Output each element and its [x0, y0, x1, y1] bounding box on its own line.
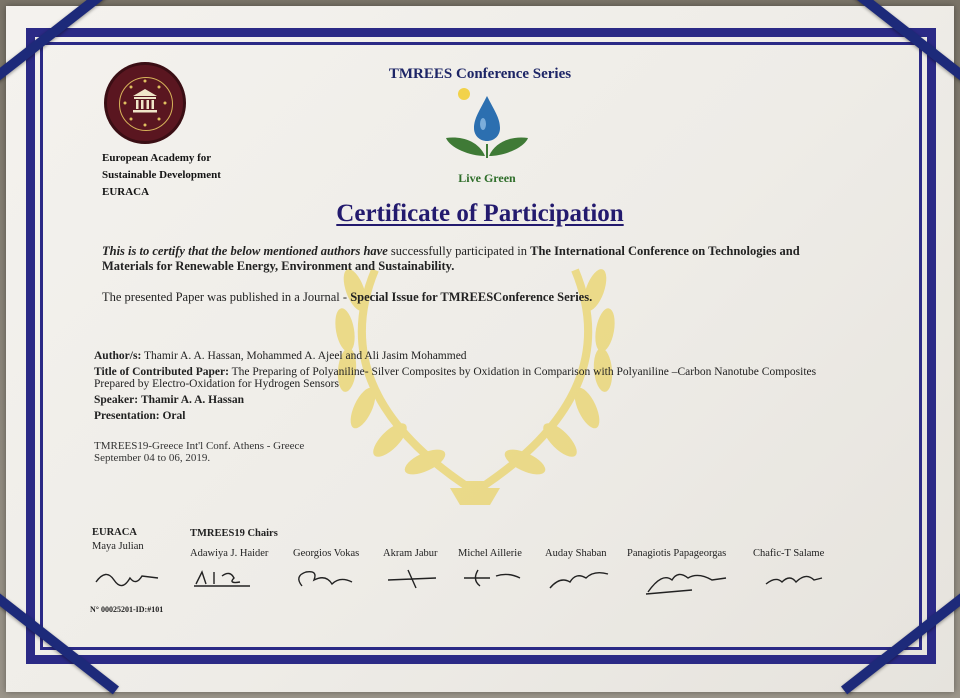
chair-name: Georgios Vokas	[293, 548, 360, 559]
euraca-name-block	[102, 150, 221, 201]
signature-georgios-vokas	[292, 566, 362, 592]
publication-prefix: The presented Paper was published in a Journal -	[102, 290, 351, 304]
certify-rest: successfully participated in	[387, 244, 531, 258]
live-green-logo-icon	[440, 86, 534, 172]
chairs-heading: TMREES19 Chairs	[190, 528, 278, 539]
presentation-row	[94, 410, 824, 422]
signature-adawiya-haider	[190, 566, 260, 590]
authors-value: Thamir A. A. Hassan, Mohammed A. Ajeel and Ali Jasim Mohammed	[143, 350, 467, 362]
signature-auday-shaban	[546, 566, 616, 592]
chair-name: Michel Aillerie	[458, 548, 522, 559]
presentation-value: Oral	[162, 410, 186, 422]
chair-name: Chafic-T Salame	[753, 548, 825, 559]
euraca-signatory	[92, 527, 144, 552]
presentation-label: Presentation:	[94, 410, 160, 422]
signature-panagiotis-papageorgas	[642, 566, 732, 596]
certificate-title: Certificate of Participation	[336, 200, 624, 227]
euraca-signatory-name: Maya Julian	[92, 541, 144, 552]
chair-name: Akram Jabur	[383, 548, 438, 559]
certificate-serial-number: N° 00025201-ID:#101	[90, 605, 164, 614]
building-icon	[107, 65, 183, 141]
speaker-label: Speaker:	[94, 394, 139, 406]
chair-name: Adawiya J. Haider	[190, 548, 269, 559]
publication-issue: Special Issue for TMREESConference Series.	[350, 290, 593, 304]
euraca-seal-logo	[104, 62, 186, 144]
live-green-caption: Live Green	[458, 171, 516, 185]
chair-name: Auday Shaban	[545, 548, 607, 559]
authors-row	[94, 350, 824, 362]
paper-title-row	[94, 366, 824, 390]
euraca-line-2: Sustainable Development	[102, 169, 221, 181]
venue-line-1: TMREES19-Greece Int'l Conf. Athens - Greece	[94, 440, 305, 452]
signature-michel-aillerie	[460, 566, 530, 590]
certification-statement	[102, 244, 802, 274]
euraca-line-1: European Academy for	[102, 152, 212, 164]
signature-akram-jabur	[382, 566, 442, 590]
authors-label: Author/s:	[94, 350, 142, 362]
paper-title-label: Title of Contributed Paper:	[94, 366, 229, 378]
certify-intro: This is to certify that the below mentioned authors have	[102, 244, 388, 258]
publication-statement	[102, 290, 592, 305]
paper-details	[94, 350, 824, 426]
conference-series-heading: TMREES Conference Series	[388, 66, 572, 82]
chair-name: Panagiotis Papageorgas	[627, 548, 727, 559]
conference-name: The International Conference on Technologies and Materials for Renewable Energy, Environment and Sustainability.	[102, 244, 800, 273]
speaker-row	[94, 394, 824, 406]
euraca-signatory-heading: EURACA	[92, 527, 137, 538]
signature-chafic-salame	[762, 566, 832, 592]
euraca-line-3: EURACA	[102, 186, 150, 198]
paper-title-value: The Preparing of Polyaniline- Silver Composites by Oxidation in Comparison with Polyaniline –Carbon Nanotube Composites Prepared by Electro-Oxidation for Hydrogen Sensors	[94, 366, 817, 390]
speaker-value: Thamir A. A. Hassan	[140, 394, 244, 406]
venue-line-2: September 04 to 06, 2019.	[94, 452, 211, 464]
venue-block	[94, 440, 304, 464]
signature-maya-julian	[92, 566, 162, 590]
